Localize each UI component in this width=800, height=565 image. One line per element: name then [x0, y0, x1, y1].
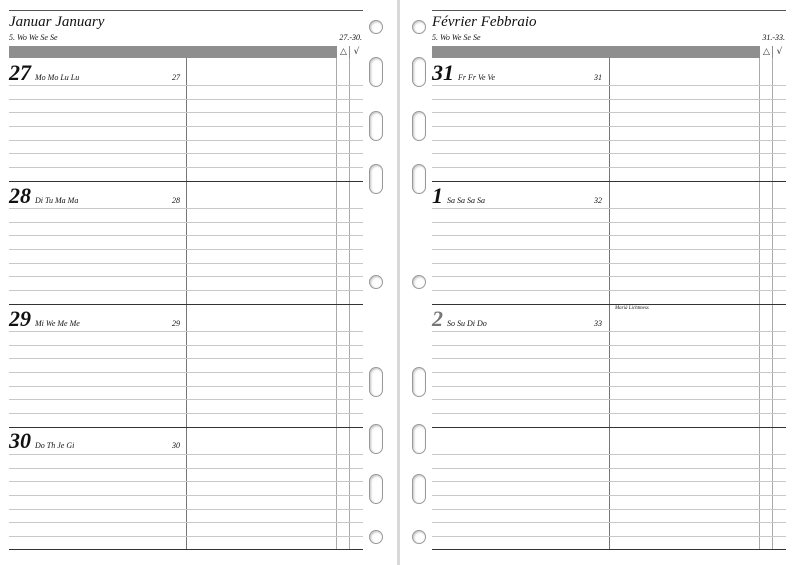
binder-hole	[412, 424, 426, 454]
writing-line	[9, 167, 363, 168]
binder-hole	[412, 57, 426, 87]
writing-line	[432, 290, 786, 291]
day-header	[9, 430, 74, 452]
binder-hole	[369, 20, 383, 34]
header-band	[9, 46, 363, 58]
writing-line	[432, 454, 786, 455]
bottom-rule	[432, 549, 786, 550]
writing-line	[432, 126, 786, 127]
writing-line	[9, 522, 363, 523]
day-header	[9, 308, 80, 330]
writing-line	[9, 222, 363, 223]
day-of-year: 28	[172, 196, 180, 205]
weekday-names: Mo Mo Lu Lu	[35, 73, 80, 82]
weekday-names: Fr Fr Ve Ve	[458, 73, 496, 82]
binder-hole	[412, 20, 426, 34]
writing-line	[9, 153, 363, 154]
writing-line	[432, 372, 786, 373]
writing-line	[9, 85, 363, 86]
writing-line	[9, 468, 363, 469]
writing-line	[9, 358, 363, 359]
day-header	[432, 308, 487, 330]
binder-hole	[369, 164, 383, 194]
holiday-note: Mariä Lichtmess	[615, 306, 649, 311]
writing-line	[9, 208, 363, 209]
writing-line	[9, 112, 363, 113]
writing-line	[432, 249, 786, 250]
binder-hole	[369, 530, 383, 544]
writing-line	[9, 126, 363, 127]
writing-line	[9, 386, 363, 387]
day-header	[432, 62, 495, 84]
writing-line	[9, 495, 363, 496]
binder-hole	[369, 474, 383, 504]
date-range: 27.-30.	[339, 33, 362, 42]
writing-line	[432, 331, 786, 332]
weekday-names: So Su Di Do	[447, 319, 487, 328]
bottom-rule	[9, 549, 363, 550]
writing-line	[432, 536, 786, 537]
binder-hole	[369, 275, 383, 289]
writing-line	[432, 345, 786, 346]
day-number: 29	[9, 306, 31, 331]
writing-line	[432, 413, 786, 414]
writing-line	[432, 399, 786, 400]
day-of-year: 33	[594, 319, 602, 328]
day-separator	[432, 427, 786, 428]
writing-line	[432, 522, 786, 523]
right-page	[400, 0, 800, 565]
writing-line	[9, 454, 363, 455]
left-page	[0, 0, 398, 565]
writing-line	[9, 413, 363, 414]
triangle-icon: △	[759, 46, 773, 58]
writing-line	[9, 263, 363, 264]
binder-hole	[369, 367, 383, 397]
checkmark-icon: √	[349, 46, 363, 58]
writing-line	[432, 208, 786, 209]
writing-line	[432, 112, 786, 113]
date-range: 31.-33.	[762, 33, 785, 42]
weekday-names: Do Th Je Gi	[35, 441, 75, 450]
day-separator	[432, 181, 786, 182]
day-header	[9, 185, 78, 207]
day-of-year: 32	[594, 196, 602, 205]
day-of-year: 31	[594, 73, 602, 82]
checkmark-icon: √	[772, 46, 786, 58]
day-header	[432, 185, 485, 207]
day-grid	[9, 58, 363, 550]
writing-line	[9, 481, 363, 482]
binder-hole	[369, 424, 383, 454]
writing-line	[9, 249, 363, 250]
writing-line	[9, 99, 363, 100]
binder-hole	[369, 111, 383, 141]
top-rule	[432, 10, 786, 11]
writing-line	[9, 509, 363, 510]
day-separator	[9, 427, 363, 428]
writing-line	[432, 509, 786, 510]
binder-hole	[412, 111, 426, 141]
writing-line	[432, 167, 786, 168]
week-label: 5. Wo We Se Se	[9, 33, 58, 42]
month-title: Januar January	[9, 14, 105, 30]
day-separator	[9, 304, 363, 305]
binder-hole	[412, 275, 426, 289]
writing-line	[432, 481, 786, 482]
writing-line	[432, 386, 786, 387]
writing-line	[432, 140, 786, 141]
writing-line	[432, 222, 786, 223]
day-number: 31	[432, 60, 454, 85]
weekday-names: Mi We Me Me	[35, 319, 80, 328]
day-header	[9, 62, 79, 84]
writing-line	[432, 468, 786, 469]
binder-hole	[412, 164, 426, 194]
writing-line	[432, 263, 786, 264]
writing-line	[432, 85, 786, 86]
day-separator	[432, 304, 786, 305]
day-number: 1	[432, 183, 443, 208]
writing-line	[9, 331, 363, 332]
month-title: Février Febbraio	[432, 14, 537, 30]
writing-line	[432, 153, 786, 154]
writing-line	[9, 235, 363, 236]
day-separator	[9, 181, 363, 182]
header-band	[432, 46, 786, 58]
top-rule	[9, 10, 363, 11]
day-of-year: 27	[172, 73, 180, 82]
day-of-year: 30	[172, 441, 180, 450]
triangle-icon: △	[336, 46, 350, 58]
writing-line	[432, 99, 786, 100]
binder-hole	[412, 530, 426, 544]
day-number: 30	[9, 428, 31, 453]
weekday-names: Sa Sa Sa Sa	[447, 196, 485, 205]
binder-hole	[412, 474, 426, 504]
writing-line	[9, 536, 363, 537]
week-label: 5. Wo We Se Se	[432, 33, 481, 42]
writing-line	[432, 495, 786, 496]
day-grid	[432, 58, 786, 550]
writing-line	[9, 276, 363, 277]
day-number: 28	[9, 183, 31, 208]
day-number: 2	[432, 306, 443, 331]
binder-hole	[369, 57, 383, 87]
day-number: 27	[9, 60, 31, 85]
writing-line	[432, 358, 786, 359]
writing-line	[9, 399, 363, 400]
weekday-names: Di Tu Ma Ma	[35, 196, 79, 205]
writing-line	[432, 276, 786, 277]
binder-hole	[412, 367, 426, 397]
writing-line	[9, 345, 363, 346]
writing-line	[9, 372, 363, 373]
writing-line	[432, 235, 786, 236]
writing-line	[9, 140, 363, 141]
day-of-year: 29	[172, 319, 180, 328]
writing-line	[9, 290, 363, 291]
